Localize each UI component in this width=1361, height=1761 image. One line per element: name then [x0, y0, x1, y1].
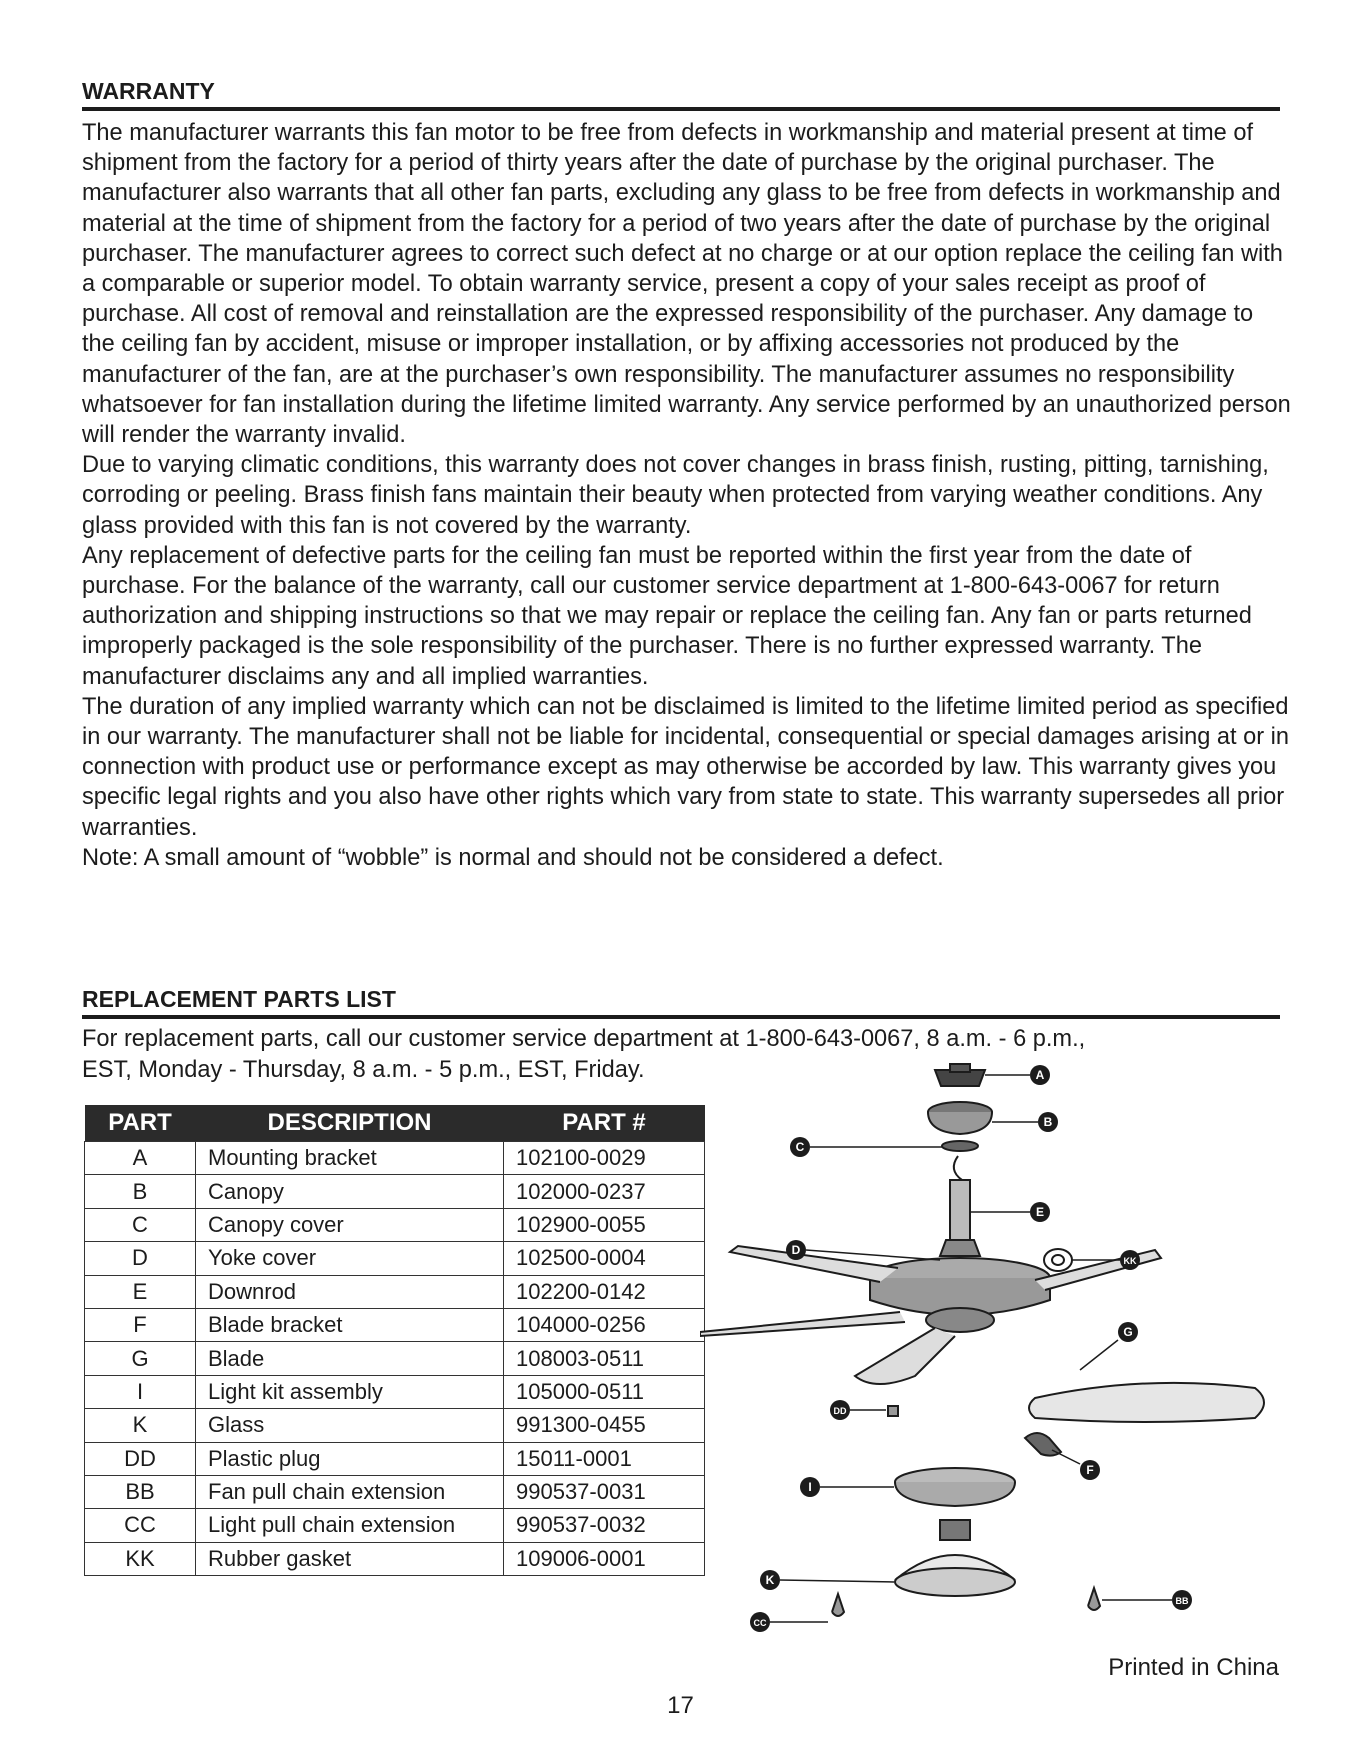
part-letter-cell: B — [85, 1175, 196, 1208]
part-label-text: F — [1086, 1463, 1094, 1477]
part-number-cell: 102900-0055 — [504, 1208, 705, 1241]
part-description-cell: Rubber gasket — [196, 1542, 504, 1575]
part-letter-cell: G — [85, 1342, 196, 1375]
warranty-paragraph: Any replacement of defective parts for the ceiling fan must be reported within the first year from the date of purchase. For the balance of the warranty, call our customer service department at 1-800-643-0067 for return authorization and shipping instructions so that we may repair or replace the ceiling fan. Any fan or parts returned improperly packaged is the sole responsibility of the purchaser. There is no further expressed warranty. The manufacturer disclaims any and all implied warranties. — [82, 542, 1252, 690]
part-number-cell: 105000-0511 — [504, 1375, 705, 1408]
warranty-paragraph: The duration of any implied warranty which can not be disclaimed is limited to the lifetime limited period as specified in our warranty. The manufacturer shall not be liable for incidental, consequential or special damages arising at or in connection with product use or performance except as may otherwise be accorded by law. This warranty gives you specific legal rights and you also have other rights which vary from state to state. This warranty supersedes all prior warranties. — [82, 693, 1290, 841]
part-label-badge — [760, 1570, 780, 1590]
parts-intro-line: For replacement parts, call our customer service department at 1-800-643-0067, 8 a.m. - 6 p.m., — [82, 1026, 1086, 1052]
part-label-text: D — [791, 1243, 801, 1257]
part-label-badge — [786, 1240, 806, 1260]
part-label-badge — [790, 1137, 810, 1157]
part-label-text: KK — [1123, 1256, 1137, 1266]
part-label-text: A — [1035, 1068, 1045, 1082]
part-description-cell: Canopy cover — [196, 1208, 504, 1241]
part-letter-cell: E — [85, 1275, 196, 1308]
part-description-cell: Light kit assembly — [196, 1375, 504, 1408]
table-row — [85, 1542, 705, 1575]
rubber-gasket-drawing — [1044, 1249, 1072, 1271]
part-label-text: B — [1043, 1115, 1053, 1129]
part-label-text: I — [808, 1480, 812, 1494]
part-description-cell: Blade bracket — [196, 1308, 504, 1341]
part-description-cell: Canopy — [196, 1175, 504, 1208]
blade-drawing — [1029, 1383, 1264, 1422]
table-row — [85, 1142, 705, 1175]
warranty-paragraph: Due to varying climatic conditions, this warranty does not cover changes in brass finish, rusting, pitting, tarnishing, corroding or peeling. Brass finish fans maintain their beauty when protected from varying weather conditions. Any glass provided with this fan is not covered by the warranty. — [82, 452, 1269, 539]
table-row — [85, 1342, 705, 1375]
table-row — [85, 1442, 705, 1475]
part-letter-cell: BB — [85, 1475, 196, 1508]
part-letter-cell: F — [85, 1308, 196, 1341]
warranty-paragraph: The manufacturer warrants this fan motor to be free from defects in workmanship and material present at time of shipment from the factory for a period of thirty years after the date of purchase by the original purchaser. The manufacturer also warrants that all other fan parts, excluding any glass to be free from defects in workmanship and material at the time of shipment from the factory for a period of two years after the date of purchase by the original purchaser. The manufacturer agrees to correct such defect at no charge or at our option replace the ceiling fan with a comparable or superior model. To obtain warranty service, present a copy of your sales receipt as proof of purchase. All cost of removal and reinstallation are the expressed responsibility of the purchaser. Any damage to the ceiling fan by accident, misuse or improper installation, or by affixing accessories not produced by the manufacturer of the fan, are at the purchaser’s own responsibility. The manufacturer assumes no responsibility whatsoever for fan installation during the lifetime limited warranty. Any service performed by an unauthorized person will render the warranty invalid. — [82, 120, 1291, 449]
header-part: PART — [85, 1105, 196, 1142]
table-row — [85, 1475, 705, 1508]
part-letter-cell: K — [85, 1409, 196, 1442]
part-letter-cell: CC — [85, 1509, 196, 1542]
part-description-cell: Glass — [196, 1409, 504, 1442]
part-label-text: CC — [753, 1618, 767, 1628]
header-description: DESCRIPTION — [196, 1105, 504, 1142]
part-label-text: G — [1123, 1325, 1133, 1339]
part-description-cell: Light pull chain extension — [196, 1509, 504, 1542]
part-letter-cell: C — [85, 1208, 196, 1241]
part-number-cell: 108003-0511 — [504, 1342, 705, 1375]
part-label-badge — [830, 1400, 850, 1420]
part-label-badge — [1080, 1460, 1100, 1480]
part-label-badge — [1118, 1322, 1138, 1342]
part-label-text: BB — [1175, 1596, 1189, 1606]
part-description-cell: Blade — [196, 1342, 504, 1375]
part-label-text: E — [1035, 1205, 1045, 1219]
fan-pull-chain-drawing — [1088, 1588, 1100, 1610]
mounting-bracket-drawing — [935, 1064, 985, 1086]
part-label-badge — [1120, 1250, 1140, 1270]
table-row — [85, 1509, 705, 1542]
part-letter-cell: I — [85, 1375, 196, 1408]
part-description-cell: Plastic plug — [196, 1442, 504, 1475]
part-label-text: DD — [833, 1406, 847, 1416]
table-row — [85, 1409, 705, 1442]
part-description-cell: Mounting bracket — [196, 1142, 504, 1175]
warranty-text — [82, 118, 1292, 873]
downrod-drawing — [950, 1156, 970, 1240]
header-part-number: PART # — [504, 1105, 705, 1142]
part-number-cell: 102500-0004 — [504, 1242, 705, 1275]
part-number-cell: 102200-0142 — [504, 1275, 705, 1308]
table-row — [85, 1275, 705, 1308]
part-number-cell: 15011-0001 — [504, 1442, 705, 1475]
part-description-cell: Yoke cover — [196, 1242, 504, 1275]
part-description-cell: Fan pull chain extension — [196, 1475, 504, 1508]
part-number-cell: 109006-0001 — [504, 1542, 705, 1575]
part-number-cell: 990537-0032 — [504, 1509, 705, 1542]
table-row — [85, 1175, 705, 1208]
light-pull-chain-drawing — [832, 1594, 844, 1616]
table-row — [85, 1375, 705, 1408]
part-label-badge — [1172, 1590, 1192, 1610]
part-label-badge — [1030, 1065, 1050, 1085]
printed-in-note: Printed in China — [1108, 1654, 1279, 1681]
part-number-cell: 104000-0256 — [504, 1308, 705, 1341]
part-label-badge — [750, 1612, 770, 1632]
part-number-cell: 990537-0031 — [504, 1475, 705, 1508]
exploded-fan-diagram — [700, 1050, 1280, 1670]
part-label-text: C — [795, 1140, 805, 1154]
parts-intro-line: EST, Monday - Thursday, 8 a.m. - 5 p.m., EST, Friday. — [82, 1057, 645, 1083]
part-number-cell: 102100-0029 — [504, 1142, 705, 1175]
light-kit-drawing — [895, 1468, 1015, 1540]
parts-heading: REPLACEMENT PARTS LIST — [82, 984, 1280, 1019]
page-number: 17 — [667, 1692, 694, 1719]
canopy-cover-drawing — [942, 1141, 978, 1151]
table-row — [85, 1242, 705, 1275]
canopy-drawing — [928, 1102, 992, 1134]
part-number-cell: 102000-0237 — [504, 1175, 705, 1208]
parts-table — [84, 1105, 705, 1576]
part-number-cell: 991300-0455 — [504, 1409, 705, 1442]
table-row — [85, 1308, 705, 1341]
part-letter-cell: D — [85, 1242, 196, 1275]
part-label-badge — [800, 1477, 820, 1497]
part-letter-cell: A — [85, 1142, 196, 1175]
part-description-cell: Downrod — [196, 1275, 504, 1308]
yoke-cover-drawing — [940, 1240, 980, 1256]
warranty-note: Note: A small amount of “wobble” is normal and should not be considered a defect. — [82, 844, 944, 871]
table-row — [85, 1208, 705, 1241]
part-label-badge — [1038, 1112, 1058, 1132]
warranty-heading: WARRANTY — [82, 76, 1280, 111]
part-letter-cell: DD — [85, 1442, 196, 1475]
plastic-plug-drawing — [888, 1406, 898, 1416]
glass-drawing — [895, 1555, 1015, 1596]
part-label-text: K — [765, 1573, 775, 1587]
part-letter-cell: KK — [85, 1542, 196, 1575]
part-label-badge — [1030, 1202, 1050, 1222]
parts-table-header — [85, 1105, 705, 1142]
